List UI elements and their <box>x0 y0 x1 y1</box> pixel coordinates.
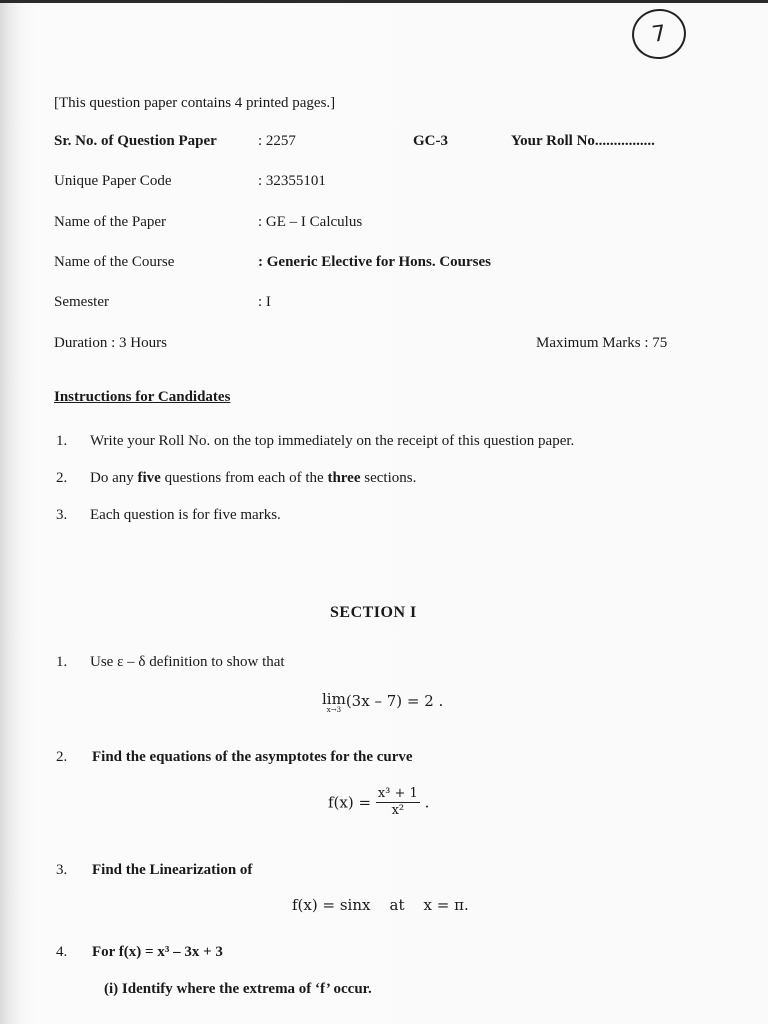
paper-name-label: Name of the Paper <box>54 214 167 230</box>
function-lhs: f(x) = <box>328 793 372 812</box>
question-number: 3. <box>56 862 68 878</box>
instruction-text: Write your Roll No. on the top immediately on the receipt of this question paper. <box>90 433 575 449</box>
limit-expression <box>322 692 443 714</box>
semester-label: Semester <box>54 294 109 310</box>
scan-top-edge <box>0 0 768 3</box>
instruction-number: 1. <box>56 433 68 449</box>
fraction-numerator: x³ + 1 <box>377 786 418 801</box>
sub-question: (i) Identify where the extrema of ‘f’ occur. <box>104 981 372 997</box>
limit-body: (3x – 7) = 2 . <box>345 692 444 710</box>
course-name-value: : Generic Elective for Hons. Courses <box>258 254 492 270</box>
question-number: 2. <box>56 749 68 765</box>
handwritten-page-number <box>629 5 689 62</box>
question-text: Find the Linearization of <box>92 862 253 878</box>
instruction-emphasis-three: three <box>327 470 361 486</box>
instruction-number: 2. <box>56 470 68 486</box>
maximum-marks: Maximum Marks : 75 <box>536 335 668 351</box>
question-text: Find the equations of the asymptotes for the curve <box>92 749 413 765</box>
instruction-text: Each question is for five marks. <box>90 507 281 523</box>
instruction-text-part: Do any <box>90 470 138 486</box>
lim-word: lim <box>322 690 346 708</box>
instruction-text-part: questions from each of the <box>160 470 328 486</box>
curve-equation <box>328 786 429 819</box>
limit-operator <box>322 692 346 714</box>
instruction-number: 3. <box>56 507 68 523</box>
instructions-title: Instructions for Candidates <box>54 389 231 405</box>
equation-period: . <box>424 793 430 812</box>
instruction-emphasis-five: five <box>137 470 161 486</box>
instruction-text <box>90 470 416 487</box>
sr-no-value: : 2257 <box>258 133 296 149</box>
page-mark-text: 7 <box>650 20 668 48</box>
duration: Duration : 3 Hours <box>54 335 167 351</box>
linearization-expression: f(x) = sinx at x = π. <box>292 896 469 914</box>
instruction-text-part: sections. <box>360 470 417 486</box>
series-code: GC-3 <box>413 133 448 149</box>
question-number: 4. <box>56 944 68 960</box>
question-number: 1. <box>56 654 68 670</box>
lim-subscript: x→3 <box>326 706 342 714</box>
question-text: For f(x) = x³ – 3x + 3 <box>92 944 223 960</box>
paper-name-value: : GE – I Calculus <box>258 214 363 230</box>
fraction <box>376 786 420 819</box>
pages-notice: [This question paper contains 4 printed pages.] <box>54 95 336 111</box>
semester-value: : I <box>258 294 271 310</box>
roll-no-field: Your Roll No................ <box>511 133 655 149</box>
question-text: Use ε – δ definition to show that <box>90 654 285 670</box>
paper-code-label: Unique Paper Code <box>54 173 172 189</box>
section-title: SECTION I <box>330 604 417 621</box>
paper-code-value: : 32355101 <box>258 173 326 189</box>
sr-no-label: Sr. No. of Question Paper <box>54 133 217 149</box>
fraction-denominator: x² <box>391 803 405 818</box>
course-name-label: Name of the Course <box>54 254 175 270</box>
